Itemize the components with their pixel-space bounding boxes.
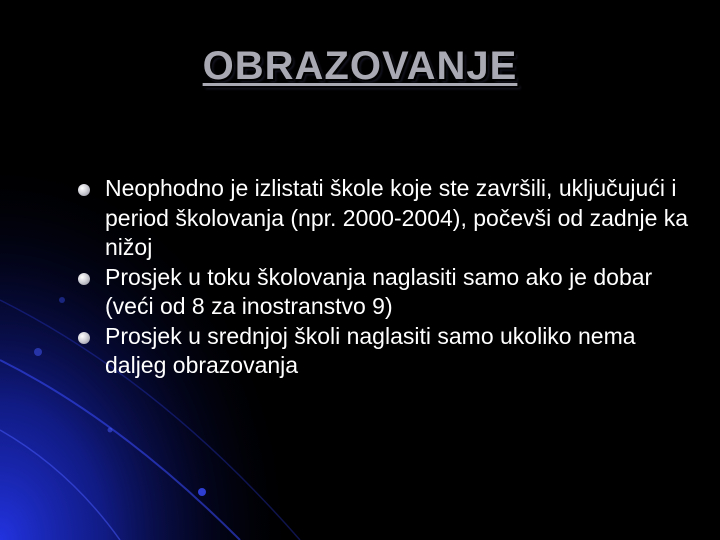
bullet-text: Prosjek u srednjoj školi naglasiti samo ukoliko nema daljeg obrazovanja <box>105 322 636 378</box>
bullet-item <box>78 322 698 381</box>
slide-title: OBRAZOVANJE <box>202 44 518 88</box>
decor-dot <box>59 297 65 303</box>
decor-dot <box>198 488 206 496</box>
bullet-dot-icon <box>78 332 90 344</box>
bullet-text: Neophodno je izlistati škole koje ste završili, uključujući i period školovanja (npr. 2000-2004), počevši od zadnje ka nižoj <box>105 175 689 260</box>
bullet-dot-icon <box>78 273 90 285</box>
bullet-list <box>78 174 698 381</box>
decor-dot <box>108 428 113 433</box>
bullet-text: Prosjek u toku školovanja naglasiti samo ako je dobar (veći od 8 za inostranstvo 9) <box>105 263 653 319</box>
bullet-item <box>78 263 698 322</box>
decor-dot <box>34 348 42 356</box>
bullet-dot-icon <box>78 184 90 196</box>
bullet-item <box>78 174 698 263</box>
